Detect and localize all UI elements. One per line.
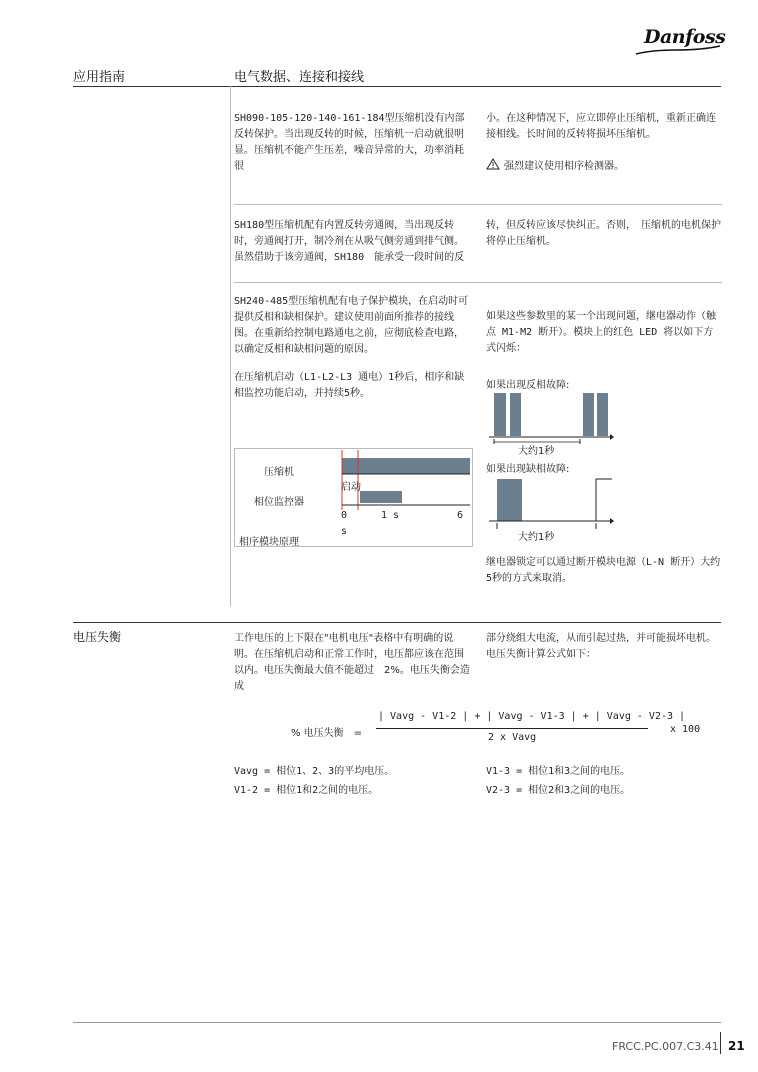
section2-title: 电压失衡 [73,630,122,644]
formula-lhs: % 电压失衡 = [291,728,363,739]
start-label: 启动 [341,482,361,493]
reverse-pulse-3 [583,393,594,436]
timing-diagram [234,448,474,548]
tick-6: 6 [457,510,464,521]
missing-signal-line [522,479,612,521]
formula-denominator: 2 x Vavg [488,732,537,743]
definition-v23: V2-3 = 相位2和3之间的电压。 [486,785,631,796]
reverse-fault-label: 如果出现反相故障: [486,380,570,391]
reverse-fault-diagram [486,388,616,457]
warning-text: 强烈建议使用相序检测器。 [504,161,624,172]
block1-left-text: SH090-105-120-140-161-184型压缩机没有内部反转保护。当出现反转的时候，压缩机一启动就很明显。压缩机不能产生压差，噪音异常的大，功率消耗很 [234,113,465,172]
monitor-label: 相位监控器 [254,497,304,508]
formula-numerator: | Vavg - V1-2 | + | Vavg - V1-3 | + | Vavg - V2-3 | [378,711,686,722]
header-rule [73,86,721,87]
missing-pulse-block [497,479,522,521]
missing-fault-diagram [486,474,616,543]
definition-v13: V1-3 = 相位1和3之间的电压。 [486,766,631,777]
reverse-pulse-4 [597,393,608,436]
danfoss-logo [632,24,724,58]
tick-0: 0 [341,510,348,521]
section2-right-text: 部分绕组大电流，从而引起过热，并可能损坏电机。电压失衡计算公式如下： [486,633,716,660]
reverse-axis-arrow [610,434,614,440]
block3-left-text: SH240-485型压缩机配有电子保护模块，在启动时可提供反相和缺相保护。建议使用前面所推荐的接线图。在重新给控制电路通电之前，应彻底检查电路，以确定反相和缺相问题的原因。 [234,296,469,355]
missing-duration: 大约1秒 [518,532,555,543]
missing-fault-label: 如果出现缺相故障: [486,464,570,475]
footer-rule [73,1022,721,1023]
reverse-duration: 大约1秒 [518,446,555,457]
block3-right-text: 如果这些参数里的某一个出现问题，继电器动作（触点 M1-M2 断开）。模块上的红色 LED 将以如下方式闪烁： [486,311,716,354]
block2-left-text: SH180型压缩机配有内置反转旁通阀，当出现反转时，旁通阀打开，制冷剂在从吸气侧旁通到排气侧。虽然借助于该旁通阀，SH180 能承受一段时间的反 [234,220,465,263]
formula-fraction-bar [376,728,648,729]
header-category: 应用指南 [73,70,126,85]
footer-divider [720,1032,721,1054]
tick-unit: s [341,526,348,537]
section2-left-text: 工作电压的上下限在"电机电压"表格中有明确的说明。在压缩机启动和正常工作时，电压都应该在范围以内。电压失衡最大值不能超过 2%。电压失衡会造成 [234,633,470,692]
block3-right-end-text: 继电器锁定可以通过断开模块电源（L-N 断开）大约5秒的方式来取消。 [486,557,721,584]
page-number: 21 [728,1039,745,1053]
block3-left-text-2: 在压缩机启动（L1-L2-L3 通电）1秒后，相序和缺相监控功能启动，并持续5秒。 [234,372,465,399]
timing-caption: 相序模块原理 [239,537,299,548]
monitor-bar [360,491,402,503]
definition-v12: V1-2 = 相位1和2之间的电压。 [234,785,379,796]
reverse-pulse-2 [510,393,521,436]
missing-axis-arrow [610,518,614,524]
header-title: 电气数据、连接和接线 [234,70,365,85]
definition-vavg: Vavg = 相位1、2、3的平均电压。 [234,766,395,777]
reverse-pulse-1 [494,393,506,436]
column-separator [230,86,231,606]
compressor-label: 压缩机 [264,467,294,478]
block1-right-text: 小。在这种情况下，应立即停止压缩机，重新正确连接相线。长时间的反转将损坏压缩机。 [486,113,716,140]
section2-rule [73,622,721,623]
compressor-bar [342,458,470,474]
warning-note [486,156,722,174]
block2-divider [234,282,722,283]
warning-triangle-icon [486,158,500,170]
tick-1s: 1 s [381,510,400,521]
block2-right-text: 转，但反转应该尽快纠正。否则， 压缩机的电机保护将停止压缩机。 [486,220,721,247]
footer-code: FRCC.PC.007.C3.41 [612,1040,719,1053]
formula-multiplier: x 100 [670,724,701,735]
block1-divider [234,204,722,205]
brand-name: Danfoss [644,26,726,48]
